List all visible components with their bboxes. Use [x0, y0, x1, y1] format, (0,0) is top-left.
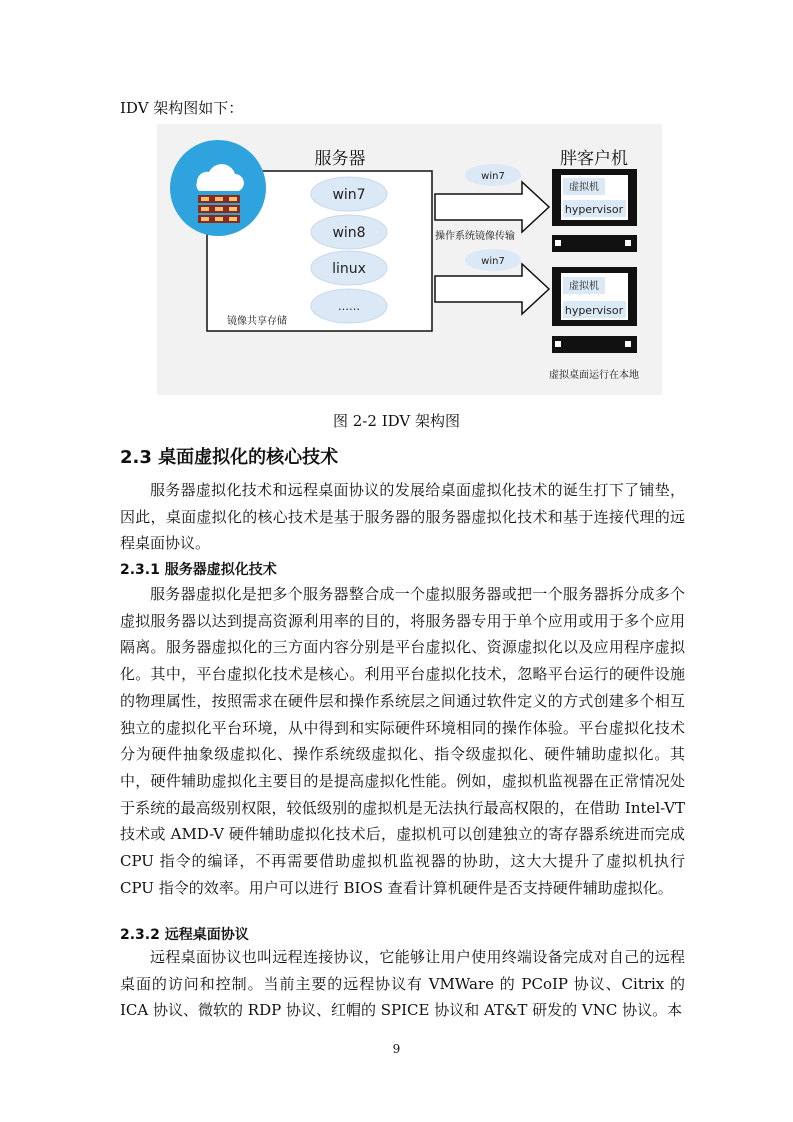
hypervisor-label-bottom: hypervisor	[564, 304, 624, 317]
section-2-3-2-heading: 2.3.2 远程桌面协议	[120, 927, 249, 943]
vm-label-top: 虚拟机	[569, 182, 599, 193]
storage-label: 镜像共享存储	[227, 316, 287, 327]
idv-architecture-figure	[157, 124, 662, 395]
vm-label-bottom: 虚拟机	[569, 281, 599, 292]
transfer-arrow-bottom	[435, 264, 549, 314]
os-item: win8	[332, 225, 366, 241]
section-2-3-1-paragraph: 服务器虚拟化是把多个服务器整合成一个虚拟服务器或把一个服务器拆分成多个虚拟服务器以达到提高资源利用率的目的，将服务器专用于单个应用或用于多个应用隔离。服务器虚拟化的三方面内容分别是平台虚拟化、资源虚拟化以及应用程序虚拟化。其中，平台虚拟化技术是核心。利用平台虚拟化技术，忽略平台运行的硬件设施的物理属性，按照需求在硬件层和操作系统层之间通过软件定义的方式创建多个相互独立的虚拟化平台环境，从中得到和实际硬件环境相同的操作体验。平台虚拟化技术分为硬件抽象级虚拟化、操作系统级虚拟化、指令级虚拟化、硬件辅助虚拟化。其中，硬件辅助虚拟化主要目的是提高虚拟化性能。例如，虚拟机监视器在正常情况处于系统的最高级别权限，较低级别的虚拟机是无法执行最高权限的，在借助 Intel-VT 技术或 AMD-V 硬件辅助虚拟化技术后，虚拟机可以创建独立的寄存器系统进而完成 CPU 指令的编译，不再需要借助虚拟机监视器的协助，这大大提升了虚拟机执行 CPU 指令的效率。用户可以进行 BIOS 查看计算机硬件是否支持硬件辅助虚拟化。	[120, 585, 685, 897]
section-2-3-2-paragraph: 远程桌面协议也叫远程连接协议，它能够让用户使用终端设备完成对自己的远程桌面的访问和控制。当前主要的远程协议有 VMWare 的 PCoIP 协议、Citrix 的 ICA 协议、微软的 RDP 协议、红帽的 SPICE 协议和 AT&T 研发的 VNC 协议。本	[120, 948, 685, 1020]
os-item: win7	[332, 187, 366, 203]
os-item: linux	[332, 261, 366, 277]
local-run-label: 虚拟桌面运行在本地	[549, 370, 639, 381]
arrow-tag-top: win7	[481, 171, 505, 182]
arrow-tag-bottom: win7	[481, 256, 505, 267]
transfer-arrow-top	[435, 182, 549, 232]
os-item: ……	[338, 300, 360, 313]
server-label: 服务器	[314, 149, 366, 169]
page-number: 9	[392, 1042, 401, 1056]
section-2-3-1-heading: 2.3.1 服务器虚拟化技术	[120, 562, 277, 578]
intro-line: IDV 架构图如下：	[120, 99, 244, 117]
hypervisor-label-top: hypervisor	[564, 203, 624, 216]
client-box-top	[552, 235, 637, 252]
client-label: 胖客户机	[560, 149, 628, 169]
transfer-label: 操作系统镜像传输	[435, 231, 515, 242]
client-box-bottom	[552, 336, 637, 353]
section-2-3-paragraph: 服务器虚拟化技术和远程桌面协议的发展给桌面虚拟化技术的诞生打下了铺垫，因此，桌面虚拟化的核心技术是基于服务器的服务器虚拟化技术和基于连接代理的远程桌面协议。	[120, 481, 685, 553]
figure-caption: 图 2-2 IDV 架构图	[333, 412, 460, 430]
section-2-3-heading: 2.3 桌面虚拟化的核心技术	[120, 447, 339, 468]
